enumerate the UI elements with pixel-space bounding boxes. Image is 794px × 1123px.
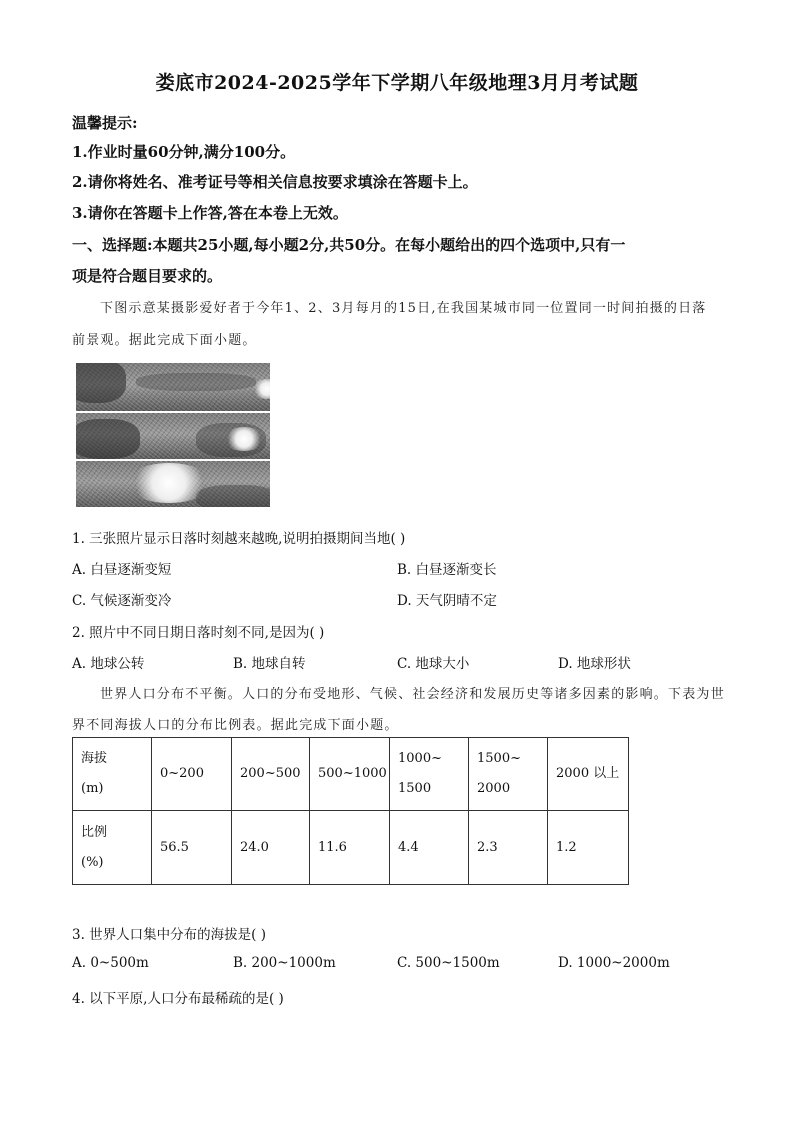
q2-option-b[interactable]: B. 地球自转 — [233, 656, 306, 672]
tip-item-1: 1.作业时量60分钟,满分100分。 — [72, 143, 296, 161]
q1-option-b[interactable]: B. 白昼逐渐变长 — [397, 562, 497, 578]
tip-item-3: 3.请你在答题卡上作答,答在本卷上无效。 — [72, 204, 348, 222]
table-cell: 11.6 — [310, 811, 390, 885]
table-cell: 500~1000 — [310, 738, 390, 811]
table-cell-part: 2000 — [477, 781, 511, 796]
table-cell: 24.0 — [232, 811, 310, 885]
table-cell: 1.2 — [548, 811, 629, 885]
photo-february — [76, 413, 270, 459]
table-cell: 4.4 — [390, 811, 469, 885]
section-heading-line2: 项是符合题目要求的。 — [72, 267, 223, 285]
altitude-label: 海拔 — [81, 751, 108, 766]
q3-option-c[interactable]: C. 500~1500m — [397, 955, 500, 971]
table-cell: 200~500 — [232, 738, 310, 811]
altitude-unit: (m) — [81, 781, 104, 796]
table-cell: 2000 以上 — [548, 738, 629, 811]
q2-option-a[interactable]: A. 地球公转 — [72, 656, 145, 672]
page-title: 娄底市2024-2025学年下学期八年级地理3月月考试题 — [155, 72, 639, 94]
table-cell: 0~200 — [152, 738, 232, 811]
ratio-label: 比例 — [81, 824, 108, 840]
tips-heading: 温馨提示: — [72, 114, 138, 132]
table-row-label — [73, 738, 152, 811]
table-cell-part: 1000~ — [398, 751, 442, 766]
section-heading-line1: 一、选择题:本题共25小题,每小题2分,共50分。在每小题给出的四个选项中,只有一 — [72, 236, 626, 254]
q1-option-a[interactable]: A. 白昼逐渐变短 — [72, 562, 172, 578]
table-cell: 56.5 — [152, 811, 232, 885]
q2-option-c[interactable]: C. 地球大小 — [397, 656, 470, 672]
q2-option-d[interactable]: D. 地球形状 — [558, 656, 631, 672]
q3-option-b[interactable]: B. 200~1000m — [233, 955, 336, 971]
q1-option-c[interactable]: C. 气候逐渐变冷 — [72, 593, 172, 609]
photo-january — [76, 363, 270, 411]
table-cell-part: 1500~ — [477, 751, 521, 766]
intro2-line1: 世界人口分布不平衡。人口的分布受地形、气候、社会经济和发展历史等诸多因素的影响。下表为世 — [100, 687, 725, 702]
question-3: 3. 世界人口集中分布的海拔是( ) — [72, 927, 266, 943]
intro2-line2: 界不同海拔人口的分布比例表。据此完成下面小题。 — [72, 718, 399, 733]
photo-march — [76, 461, 270, 507]
tip-item-2: 2.请你将姓名、准考证号等相关信息按要求填涂在答题卡上。 — [72, 173, 478, 191]
intro1-line1: 下图示意某摄影爱好者于今年1、2、3月每月的15日,在我国某城市同一位置同一时间拍摄的日落 — [100, 301, 707, 316]
intro1-line2: 前景观。据此完成下面小题。 — [72, 333, 257, 348]
q3-option-d[interactable]: D. 1000~2000m — [558, 955, 670, 971]
question-4: 4. 以下平原,人口分布最稀疏的是( ) — [72, 991, 284, 1007]
table-cell: 2.3 — [469, 811, 548, 885]
q3-option-a[interactable]: A. 0~500m — [72, 955, 149, 971]
table-cell — [390, 738, 469, 811]
table-cell-part: 1500 — [398, 781, 432, 796]
ratio-unit: (%) — [81, 854, 104, 870]
table-row-altitude — [73, 738, 629, 811]
table-row-label — [73, 811, 152, 885]
table-row-ratio — [73, 811, 629, 885]
question-1: 1. 三张照片显示日落时刻越来越晚,说明拍摄期间当地( ) — [72, 531, 406, 547]
table-cell — [469, 738, 548, 811]
question-2: 2. 照片中不同日期日落时刻不同,是因为( ) — [72, 625, 325, 641]
population-altitude-table — [72, 737, 629, 885]
q1-option-d[interactable]: D. 天气阴晴不定 — [397, 593, 497, 609]
